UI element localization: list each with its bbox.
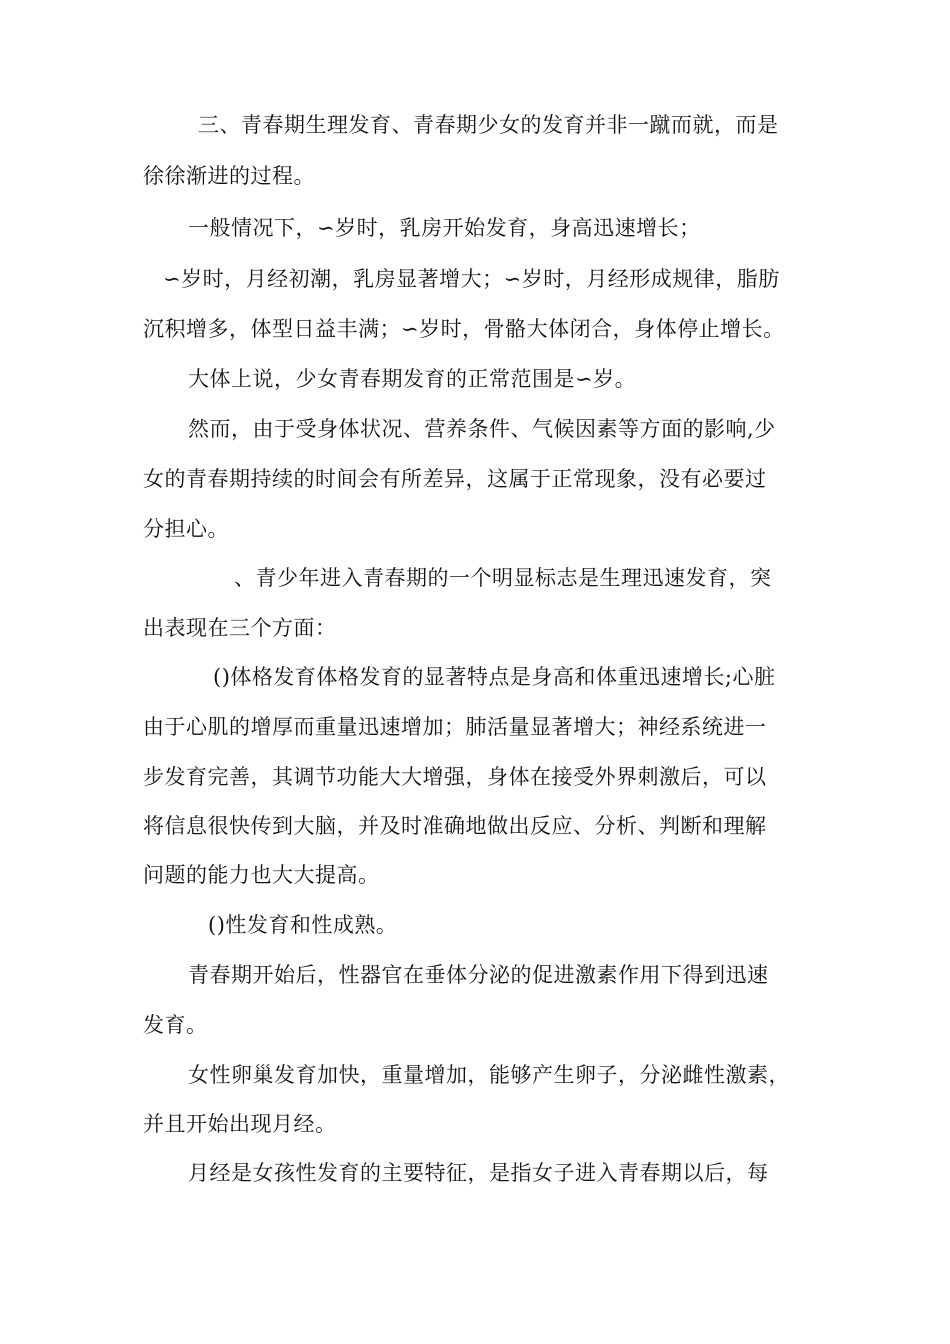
text-line: 徐徐渐进的过程。 xyxy=(143,164,315,188)
text-line: 将信息很快传到大脑，并及时准确地做出反应、分析、判断和理解 xyxy=(143,814,767,838)
text-line: 并且开始出现月经。 xyxy=(143,1112,337,1136)
text-line: 女性卵巢发育加快，重量增加，能够产生卵子，分泌雌性激素， xyxy=(188,1063,790,1087)
text-line: 三、青春期生理发育、青春期少女的发育并非一蹴而就，而是 xyxy=(198,113,779,137)
text-line: 然而，由于受身体状况、营养条件、气候因素等方面的影响,少 xyxy=(188,417,776,441)
text-line: 沉积增多，体型日益丰满；∽岁时，骨骼大体闭合，身体停止增长。 xyxy=(143,317,785,341)
text-line: ()性发育和性成熟。 xyxy=(208,913,398,937)
text-line: 出表现在三个方面： xyxy=(143,616,337,640)
text-line: ∽岁时，月经初潮，乳房显著增大；∽岁时，月经形成规律，脂肪 xyxy=(163,267,780,291)
text-line: 分担心。 xyxy=(143,517,229,541)
text-line: 大体上说，少女青春期发育的正常范围是∽岁。 xyxy=(188,367,637,391)
text-line: 青春期开始后，性器官在垂体分泌的促进激素作用下得到迅速 xyxy=(188,963,769,987)
text-line: 发育。 xyxy=(143,1013,208,1037)
text-line: 月经是女孩性发育的主要特征，是指女子进入青春期以后，每 xyxy=(188,1161,769,1185)
text-line: 问题的能力也大大提高。 xyxy=(143,863,380,887)
text-line: ()体格发育体格发育的显著特点是身高和体重迅速增长;心脏 xyxy=(213,665,776,689)
text-line: 一般情况下，∽岁时，乳房开始发育，身高迅速增长； xyxy=(188,216,701,240)
text-line: 由于心肌的增厚而重量迅速增加；肺活量显著增大；神经系统进一 xyxy=(143,715,767,739)
text-line: 步发育完善，其调节功能大大增强，身体在接受外界刺激后，可以 xyxy=(143,765,767,789)
text-line: 女的青春期持续的时间会有所差异，这属于正常现象，没有必要过 xyxy=(143,467,767,491)
text-line: 、青少年进入青春期的一个明显标志是生理迅速发育，突 xyxy=(234,566,772,590)
